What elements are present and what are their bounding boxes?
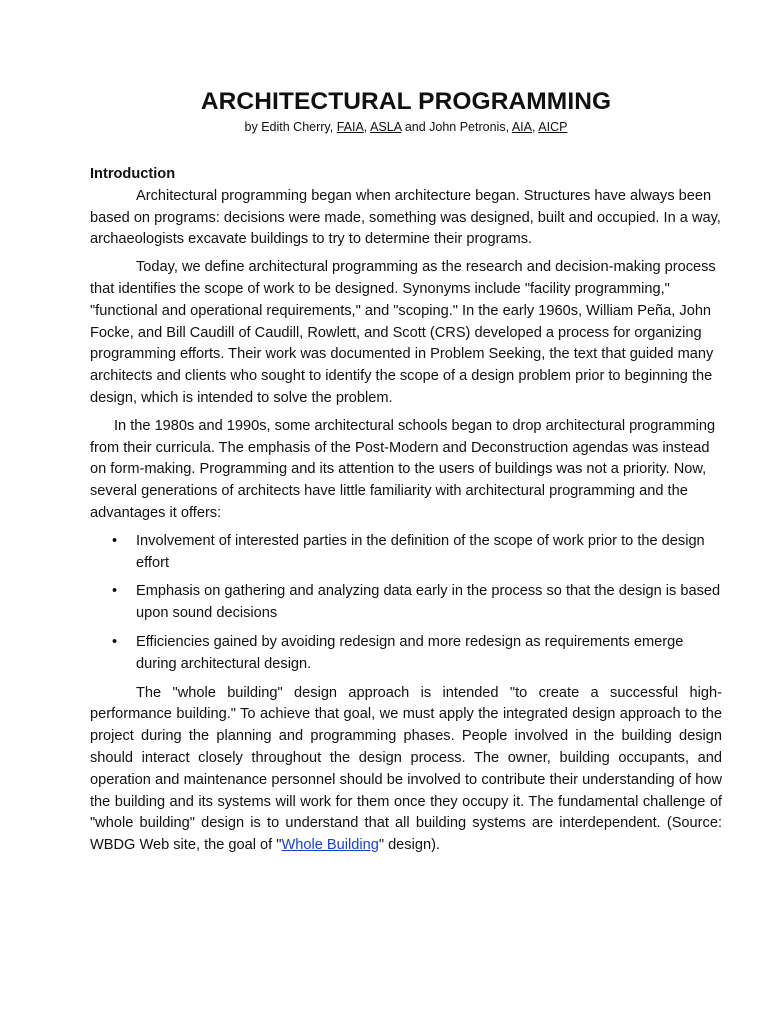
list-item	[90, 581, 722, 625]
byline-separator: ,	[532, 120, 539, 134]
paragraph-4	[90, 683, 722, 857]
paragraph-3: In the 1980s and 1990s, some architectural schools began to drop architectural programming from their curricula. The emphasis of the Post-Modern and Deconstruction agendas was instead on form-making. Programming and its attention to the users of buildings was not a priority. Now, several generations of architects have little familiarity with architectural programming and the advantages it offers:	[90, 417, 716, 521]
list-item-text: Efficiencies gained by avoiding redesign and more redesign as requirements emerge during architectural design.	[136, 633, 684, 672]
bullet-icon: •	[112, 583, 118, 600]
byline-separator: ,	[363, 120, 371, 134]
credential-faia: FAIA	[336, 120, 364, 134]
paragraph-2: Today, we define architectural programming as the research and decision-making process that identifies the scope of work to be designed. Synonyms include "facility programming," "functional and operational requirements," and "scoping." In the early 1960s, William Peña, John Focke, and Bill Caudill of Caudill, Rowlett, and Scott (CRS) developed a process for organizing programming efforts. Their work was documented in Problem Seeking, the text that guided many architects and clients who sought to identify the scope of a design problem prior to beginning the design, which is intended to solve the problem.	[90, 259, 716, 406]
paragraph-4-tail: " design).	[378, 837, 440, 854]
credential-aicp: AICP	[538, 120, 568, 134]
byline	[0, 120, 768, 134]
list-item-text: Emphasis on gathering and analyzing data early in the process so that the design is based upon sound decisions	[136, 583, 721, 622]
document-title: ARCHITECTURAL PROGRAMMING	[200, 88, 612, 115]
section-heading: Introduction	[90, 166, 176, 182]
byline-middle: and John Petronis,	[401, 120, 512, 134]
credential-aia: AIA	[511, 120, 532, 134]
bullet-icon: •	[112, 532, 118, 549]
document-body	[90, 164, 722, 857]
bullet-icon: •	[112, 633, 118, 650]
paragraph-4-text: The "whole building" design approach is intended "to create a successful high-performance building." To achieve that goal, we must apply the integrated design approach to the project during the planning and programming phases. People involved in the building design should interact closely throughout the design process. The owner, building occupants, and operation and maintenance personnel should be involved to contribute their understanding of how the building and its systems will work for them once they occupy it. The fundamental challenge of "whole building" design is to understand that all building systems are interdependent. (Source: WBDG Web site, the goal of "	[90, 684, 722, 854]
whole-building-link[interactable]: Whole Building	[281, 837, 379, 854]
credential-asla: ASLA	[370, 120, 402, 134]
byline-prefix: by Edith Cherry,	[244, 120, 337, 134]
list-item-text: Involvement of interested parties in the definition of the scope of work prior to the design effort	[136, 532, 705, 571]
list-item	[90, 632, 722, 676]
list-item	[90, 531, 722, 575]
paragraph-1: Architectural programming began when architecture began. Structures have always been based on programs: decisions were made, something was designed, built and occupied. In a way, archaeologists excavate buildings to try to determine their programs.	[90, 187, 721, 248]
advantages-list	[90, 531, 722, 676]
